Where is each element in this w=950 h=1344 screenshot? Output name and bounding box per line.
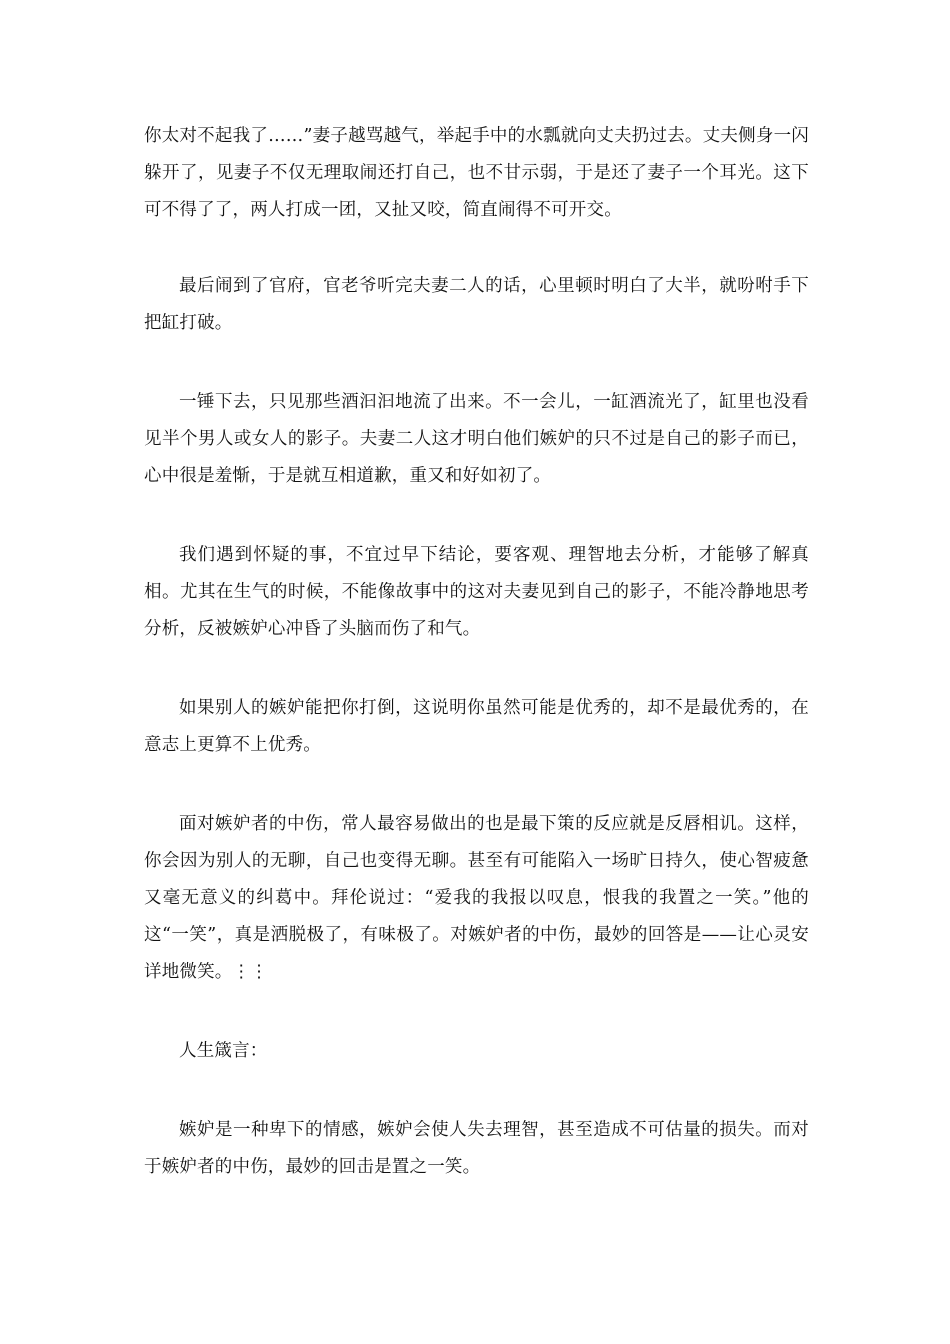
paragraph-excellence: 如果别人的嫉妒能把你打倒，这说明你虽然可能是优秀的，却不是最优秀的，在意志上更算不上优秀。 xyxy=(144,698,809,755)
paragraph-lesson: 我们遇到怀疑的事，不宜过早下结论，要客观、理智地去分析，才能够了解真相。尤其在生气的时候，不能像故事中的这对夫妻见到自己的影子，不能冷静地思考分析，反被嫉妒心冲昏了头脑而伤了和气。 xyxy=(144,545,809,639)
paragraph-motto: 嫉妒是一种卑下的情感，嫉妒会使人失去理智，甚至造成不可估量的损失。而对于嫉妒者的中伤，最妙的回击是置之一笑。 xyxy=(144,1120,809,1177)
paragraph-response-to-slander: 面对嫉妒者的中伤，常人最容易做出的也是最下策的反应就是反唇相讥。这样，你会因为别人的无聊，自己也变得无聊。甚至有可能陷入一场旷日持久，使心智疲惫又毫无意义的纠葛中。拜伦说过：“爱我的我报以叹息，恨我的我置之一笑。”他的这“一笑”，真是洒脱极了，有味极了。对嫉妒者的中伤，最妙的回答是——让心灵安详地微笑。⋮⋮ xyxy=(144,814,809,982)
document-body xyxy=(144,118,809,1228)
paragraph-jar-broken: 一锤下去，只见那些酒汩汩地流了出来。不一会儿，一缸酒流光了，缸里也没看见半个男人或女人的影子。夫妻二人这才明白他们嫉妒的只不过是自己的影子而已，心中很是羞惭，于是就互相道歉，重又和好如初了。 xyxy=(144,392,809,486)
paragraph-court: 最后闹到了官府，官老爷听完夫妻二人的话，心里顿时明白了大半，就吩咐手下把缸打破。 xyxy=(144,276,809,333)
section-heading-life-motto: 人生箴言： xyxy=(179,1041,268,1061)
paragraph-continuation: 你太对不起我了……”妻子越骂越气，举起手中的水瓢就向丈夫扔过去。丈夫侧身一闪躲开了，见妻子不仅无理取闹还打自己，也不甘示弱，于是还了妻子一个耳光。这下可不得了了，两人打成一团，又扯又咬，简直闹得不可开交。 xyxy=(144,126,809,220)
